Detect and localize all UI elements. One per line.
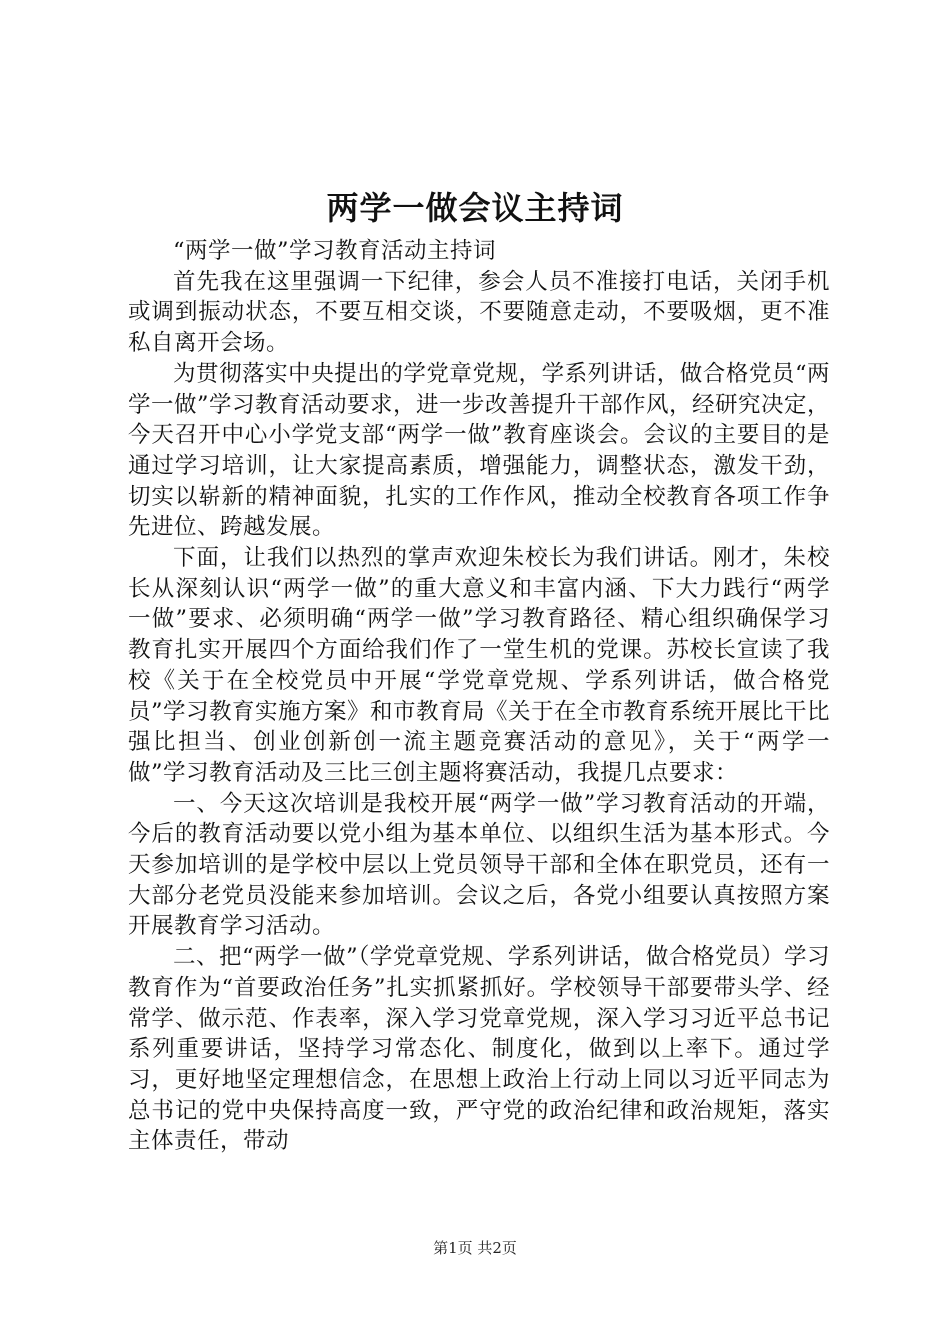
paragraph-discipline: 首先我在这里强调一下纪律，参会人员不准接打电话，关闭手机或调到振动状态，不要互相交谈，不要随意走动，不要吸烟，更不准私自离开会场。 xyxy=(128,268,830,357)
document-title: 两学一做会议主持词 xyxy=(326,189,624,227)
page-number: 第1页 共2页 xyxy=(433,1239,517,1257)
paragraph-purpose: 为贯彻落实中央提出的学党章党规，学系列讲话，做合格党员“两学一做”学习教育活动要求，进一步改善提升干部作风，经研究决定，今天召开中心小学党支部“两学一做”教育座谈会。会议的主要目的是通过学习培训，让大家提高素质，增强能力，调整状态，激发干劲，切实以崭新的精神面貌，扎实的工作作风，推动全校教育各项工作争先进位、跨越发展。 xyxy=(128,360,831,541)
paragraph-requirement-one: 一、今天这次培训是我校开展“两学一做”学习教育活动的开端，今后的教育活动要以党小组为基本单位、以组织生活为基本形式。今天参加培训的是学校中层以上党员领导干部和全体在职党员，还有一大部分老党员没能来参加培训。会议之后，各党小组要认真按照方案开展教育学习活动。 xyxy=(128,790,830,940)
document-body xyxy=(128,236,830,1157)
paragraph-speeches: 下面，让我们以热烈的掌声欢迎朱校长为我们讲话。刚才，朱校长从深刻认识“两学一做”的重大意义和丰富内涵、下大力践行“两学一做”要求、必须明确“两学一做”学习教育路径、精心组织确保学习教育扎实开展四个方面给我们作了一堂生机的党课。苏校长宣读了我校《关于在全校党员中开展“学党章党规、学系列讲话，做合格党员”学习教育实施方案》和市教育局《关于在全市教育系统开展比干比强比担当、创业创新创一流主题竞赛活动的意见》，关于“两学一做”学习教育活动及三比三创主题将赛活动，我提几点要求： xyxy=(128,545,831,786)
paragraph-requirement-two: 二、把“两学一做”（学党章党规、学系列讲话，做合格党员）学习教育作为“首要政治任务”扎实抓紧抓好。学校领导干部要带头学、经常学、做示范、作表率，深入学习党章党规，深入学习习近平总书记系列重要讲话，坚持学习常态化、制度化，做到以上率下。通过学习，更好地坚定理想信念，在思想上政治上行动上同以习近平同志为总书记的党中央保持高度一致，严守党的政治纪律和政治规矩，落实主体责任，带动 xyxy=(128,944,830,1155)
paragraph-subtitle: “两学一做”学习教育活动主持词 xyxy=(173,238,497,264)
